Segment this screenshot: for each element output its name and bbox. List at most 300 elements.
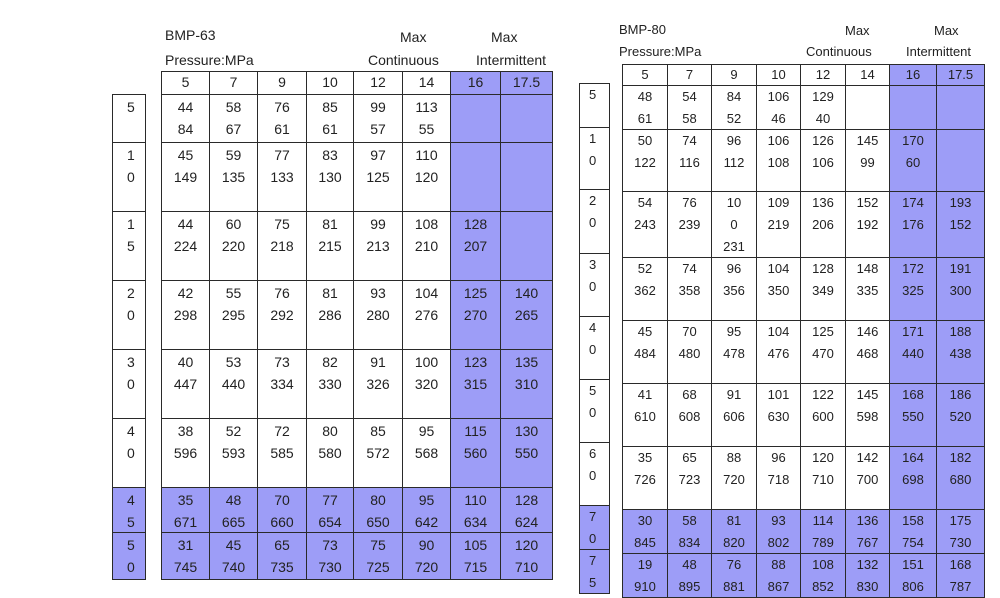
cell-value: 45 bbox=[177, 147, 194, 163]
cell-value: 292 bbox=[270, 307, 294, 323]
table-cell bbox=[403, 488, 451, 533]
cell-value: 593 bbox=[221, 445, 246, 461]
table-cell bbox=[937, 447, 985, 510]
right-pressure-label: Pressure:MPa bbox=[619, 44, 702, 59]
table-cell bbox=[403, 143, 451, 212]
cell-value: 125 bbox=[812, 324, 834, 339]
cell-value: 715 bbox=[463, 559, 488, 575]
cell-value: 84 bbox=[726, 89, 742, 104]
table-cell bbox=[668, 86, 712, 130]
row-label-digit: 1 bbox=[127, 147, 135, 163]
table-cell bbox=[307, 143, 354, 212]
left-max-continuous-2: Continuous bbox=[368, 52, 439, 68]
cell-value: 735 bbox=[270, 559, 294, 575]
col-header: 17.5 bbox=[937, 65, 985, 86]
row-label-digit: 0 bbox=[127, 445, 135, 461]
table-cell bbox=[623, 130, 668, 192]
cell-value: 330 bbox=[318, 376, 342, 392]
cell-value: 108 bbox=[812, 557, 834, 572]
cell-value: 123 bbox=[463, 354, 488, 370]
cell-value: 867 bbox=[767, 579, 790, 594]
table-cell bbox=[801, 192, 846, 258]
table-cell bbox=[354, 533, 403, 580]
cell-value: 70 bbox=[682, 324, 697, 339]
cell-value: 710 bbox=[514, 559, 539, 575]
cell-value: 767 bbox=[856, 535, 879, 550]
table-cell bbox=[623, 86, 668, 130]
cell-value: 671 bbox=[173, 514, 198, 530]
table-cell bbox=[846, 384, 890, 447]
cell-value: 175 bbox=[949, 513, 972, 528]
cell-value: 710 bbox=[812, 472, 834, 487]
cell-value: 128 bbox=[463, 216, 488, 232]
table-cell bbox=[451, 281, 501, 350]
cell-value: 99 bbox=[370, 216, 386, 232]
cell-value: 148 bbox=[856, 261, 879, 276]
row-label-digit: 0 bbox=[589, 342, 597, 357]
cell-value: 96 bbox=[771, 450, 786, 465]
cell-value: 135 bbox=[514, 354, 539, 370]
table-cell bbox=[801, 86, 846, 130]
table-row bbox=[162, 488, 553, 533]
cell-value: 104 bbox=[414, 285, 439, 301]
table-cell bbox=[307, 350, 354, 419]
cell-value: 54 bbox=[637, 195, 653, 210]
table-cell bbox=[451, 212, 501, 281]
table-cell bbox=[712, 258, 757, 321]
table-row bbox=[623, 86, 985, 130]
cell-value: 88 bbox=[726, 450, 742, 465]
table-row bbox=[623, 258, 985, 321]
table-cell bbox=[354, 212, 403, 281]
cell-value: 45 bbox=[637, 324, 653, 339]
cell-value: 109 bbox=[767, 195, 790, 210]
cell-value: 65 bbox=[274, 537, 290, 553]
table-cell bbox=[890, 510, 937, 554]
table-cell bbox=[501, 350, 553, 419]
cell-value: 48 bbox=[682, 557, 697, 572]
table-cell bbox=[210, 488, 258, 533]
table-cell bbox=[210, 212, 258, 281]
cell-value: 630 bbox=[767, 409, 790, 424]
cell-value: 174 bbox=[902, 195, 924, 210]
left-max-intermittent-1: Max bbox=[491, 29, 518, 45]
cell-value: 170 bbox=[902, 133, 924, 148]
table-cell bbox=[668, 321, 712, 384]
cell-value: 68 bbox=[682, 387, 697, 402]
table-cell bbox=[757, 447, 801, 510]
cell-value: 88 bbox=[771, 557, 786, 572]
cell-value: 106 bbox=[767, 89, 790, 104]
cell-value: 80 bbox=[322, 423, 338, 439]
table-cell bbox=[162, 533, 210, 580]
table-row bbox=[623, 447, 985, 510]
cell-value: 145 bbox=[856, 387, 879, 402]
cell-value: 910 bbox=[634, 579, 656, 594]
cell-value: 42 bbox=[177, 285, 194, 301]
row-label-digit: 0 bbox=[589, 468, 597, 483]
cell-value: 149 bbox=[173, 169, 198, 185]
table-cell bbox=[451, 533, 501, 580]
col-header: 10 bbox=[307, 72, 354, 95]
table-cell bbox=[890, 192, 937, 258]
cell-value: 61 bbox=[274, 121, 290, 137]
table-row bbox=[162, 350, 553, 419]
table-cell bbox=[354, 488, 403, 533]
cell-value: 82 bbox=[322, 354, 338, 370]
cell-value: 53 bbox=[225, 354, 242, 370]
table-cell bbox=[846, 321, 890, 384]
row-label-digit: 0 bbox=[589, 279, 597, 294]
table-cell bbox=[712, 510, 757, 554]
row-label bbox=[580, 317, 610, 380]
row-label-digit: 5 bbox=[127, 238, 135, 254]
table-cell bbox=[354, 95, 403, 143]
table-cell bbox=[757, 258, 801, 321]
table-row bbox=[623, 130, 985, 192]
table-cell bbox=[623, 384, 668, 447]
table-cell bbox=[668, 258, 712, 321]
cell-value: 93 bbox=[771, 513, 786, 528]
table-cell bbox=[801, 447, 846, 510]
table-cell bbox=[403, 533, 451, 580]
cell-value: 104 bbox=[767, 324, 790, 339]
cell-value: 476 bbox=[767, 346, 790, 361]
table-row bbox=[162, 212, 553, 281]
cell-value: 96 bbox=[726, 261, 742, 276]
cell-value: 787 bbox=[949, 579, 972, 594]
table-cell bbox=[162, 143, 210, 212]
col-header: 7 bbox=[210, 72, 258, 95]
cell-value: 101 bbox=[767, 387, 790, 402]
cell-value: 104 bbox=[767, 261, 790, 276]
table-cell bbox=[757, 130, 801, 192]
cell-value: 362 bbox=[634, 283, 656, 298]
cell-value: 206 bbox=[812, 217, 834, 232]
row-label-digit: 0 bbox=[589, 531, 597, 546]
cell-value: 478 bbox=[723, 346, 745, 361]
cell-value: 468 bbox=[856, 346, 879, 361]
cell-value: 113 bbox=[415, 99, 438, 115]
table-cell bbox=[757, 86, 801, 130]
table-cell bbox=[501, 281, 553, 350]
row-label bbox=[113, 95, 146, 143]
cell-value: 72 bbox=[274, 423, 290, 439]
cell-value: 151 bbox=[902, 557, 924, 572]
row-label-digit: 0 bbox=[127, 559, 135, 575]
table-cell bbox=[623, 192, 668, 258]
cell-value: 193 bbox=[949, 195, 972, 210]
table-row bbox=[162, 281, 553, 350]
cell-value: 95 bbox=[418, 423, 435, 439]
cell-value: 142 bbox=[856, 450, 879, 465]
cell-value: 231 bbox=[723, 239, 745, 254]
row-label bbox=[113, 533, 146, 580]
table-cell bbox=[801, 384, 846, 447]
cell-value: 438 bbox=[949, 346, 972, 361]
row-label bbox=[580, 84, 610, 128]
row-label-digit: 2 bbox=[589, 193, 597, 208]
table-cell bbox=[712, 447, 757, 510]
cell-value: 54 bbox=[682, 89, 697, 104]
table-cell bbox=[937, 554, 985, 598]
cell-value: 447 bbox=[173, 376, 198, 392]
table-cell bbox=[501, 143, 553, 212]
cell-value: 76 bbox=[726, 557, 742, 572]
table-cell bbox=[937, 86, 985, 130]
cell-value: 726 bbox=[634, 472, 656, 487]
cell-value: 52 bbox=[726, 111, 742, 126]
cell-value: 96 bbox=[726, 133, 742, 148]
row-label-digit: 5 bbox=[127, 99, 135, 115]
cell-value: 326 bbox=[366, 376, 390, 392]
table-cell bbox=[162, 488, 210, 533]
cell-value: 171 bbox=[902, 324, 924, 339]
cell-value: 41 bbox=[637, 387, 653, 402]
right-max-continuous-1: Max bbox=[845, 23, 870, 38]
col-header: 5 bbox=[162, 72, 210, 95]
cell-value: 243 bbox=[634, 217, 656, 232]
row-label-digit: 4 bbox=[127, 423, 135, 439]
cell-value: 55 bbox=[418, 121, 435, 137]
cell-value: 136 bbox=[856, 513, 879, 528]
cell-value: 81 bbox=[322, 285, 338, 301]
cell-value: 550 bbox=[514, 445, 539, 461]
table-cell bbox=[501, 488, 553, 533]
table-cell bbox=[258, 533, 307, 580]
table-cell bbox=[937, 321, 985, 384]
cell-value: 210 bbox=[414, 238, 439, 254]
cell-value: 325 bbox=[902, 283, 924, 298]
cell-value: 280 bbox=[366, 307, 390, 323]
table-cell bbox=[668, 192, 712, 258]
cell-value: 642 bbox=[414, 514, 439, 530]
col-header: 14 bbox=[403, 72, 451, 95]
cell-value: 45 bbox=[225, 537, 242, 553]
cell-value: 105 bbox=[463, 537, 488, 553]
cell-value: 806 bbox=[902, 579, 924, 594]
table-cell bbox=[890, 321, 937, 384]
cell-value: 61 bbox=[637, 111, 653, 126]
cell-value: 146 bbox=[856, 324, 879, 339]
cell-value: 90 bbox=[418, 537, 435, 553]
row-label-digit: 1 bbox=[127, 216, 135, 232]
cell-value: 74 bbox=[682, 133, 697, 148]
table-cell bbox=[258, 281, 307, 350]
cell-value: 740 bbox=[221, 559, 246, 575]
cell-value: 35 bbox=[177, 492, 194, 508]
right-title: BMP-80 bbox=[619, 22, 666, 37]
cell-value: 73 bbox=[322, 537, 338, 553]
cell-value: 48 bbox=[225, 492, 242, 508]
cell-value: 0 bbox=[730, 217, 738, 232]
cell-value: 130 bbox=[318, 169, 342, 185]
row-label-digit: 4 bbox=[127, 492, 135, 508]
cell-value: 59 bbox=[225, 147, 242, 163]
cell-value: 665 bbox=[221, 514, 246, 530]
cell-value: 634 bbox=[463, 514, 488, 530]
cell-value: 596 bbox=[173, 445, 198, 461]
col-header: 12 bbox=[354, 72, 403, 95]
table-cell bbox=[668, 447, 712, 510]
table-cell bbox=[307, 488, 354, 533]
cell-value: 568 bbox=[414, 445, 439, 461]
table-cell bbox=[403, 350, 451, 419]
row-label-digit: 3 bbox=[589, 257, 597, 272]
right-row-label-column bbox=[579, 83, 610, 594]
left-row-label-column bbox=[112, 94, 146, 580]
table-cell bbox=[846, 86, 890, 130]
cell-value: 122 bbox=[812, 387, 834, 402]
row-label bbox=[580, 506, 610, 550]
cell-value: 46 bbox=[771, 111, 786, 126]
table-cell bbox=[890, 258, 937, 321]
table-cell bbox=[937, 510, 985, 554]
table-row bbox=[162, 419, 553, 488]
cell-value: 270 bbox=[463, 307, 488, 323]
cell-value: 99 bbox=[370, 99, 386, 115]
table-cell bbox=[757, 192, 801, 258]
cell-value: 186 bbox=[949, 387, 972, 402]
cell-value: 116 bbox=[679, 155, 700, 170]
row-label bbox=[113, 281, 146, 350]
cell-value: 320 bbox=[414, 376, 439, 392]
table-cell bbox=[162, 95, 210, 143]
cell-value: 77 bbox=[322, 492, 338, 508]
cell-value: 97 bbox=[370, 147, 386, 163]
table-cell bbox=[210, 533, 258, 580]
cell-value: 802 bbox=[767, 535, 790, 550]
cell-value: 745 bbox=[173, 559, 198, 575]
cell-value: 93 bbox=[370, 285, 386, 301]
left-pressure-label: Pressure:MPa bbox=[165, 52, 254, 68]
cell-value: 213 bbox=[366, 238, 390, 254]
cell-value: 44 bbox=[177, 216, 194, 232]
cell-value: 191 bbox=[949, 261, 972, 276]
row-label bbox=[580, 254, 610, 317]
table-row bbox=[162, 533, 553, 580]
cell-value: 300 bbox=[949, 283, 972, 298]
table-cell bbox=[937, 258, 985, 321]
cell-value: 754 bbox=[902, 535, 924, 550]
cell-value: 120 bbox=[414, 169, 439, 185]
cell-value: 108 bbox=[414, 216, 439, 232]
row-label-digit: 5 bbox=[589, 383, 597, 398]
row-label bbox=[113, 143, 146, 212]
cell-value: 654 bbox=[318, 514, 342, 530]
cell-value: 106 bbox=[767, 133, 790, 148]
table-cell bbox=[623, 447, 668, 510]
cell-value: 128 bbox=[812, 261, 834, 276]
table-cell bbox=[890, 447, 937, 510]
cell-value: 40 bbox=[177, 354, 194, 370]
cell-value: 100 bbox=[414, 354, 439, 370]
cell-value: 440 bbox=[902, 346, 924, 361]
cell-value: 698 bbox=[902, 472, 924, 487]
cell-value: 484 bbox=[634, 346, 656, 361]
row-label-digit: 0 bbox=[589, 153, 597, 168]
table-cell bbox=[668, 384, 712, 447]
left-max-continuous-1: Max bbox=[400, 29, 427, 45]
left-title: BMP-63 bbox=[165, 27, 216, 43]
table-cell bbox=[403, 212, 451, 281]
table-cell bbox=[668, 130, 712, 192]
table-cell bbox=[801, 554, 846, 598]
cell-value: 19 bbox=[637, 557, 653, 572]
cell-value: 108 bbox=[767, 155, 790, 170]
cell-value: 310 bbox=[514, 376, 539, 392]
cell-value: 70 bbox=[274, 492, 290, 508]
cell-value: 152 bbox=[856, 195, 879, 210]
cell-value: 91 bbox=[726, 387, 742, 402]
cell-value: 585 bbox=[270, 445, 294, 461]
row-label-digit: 3 bbox=[127, 354, 135, 370]
table-cell bbox=[210, 350, 258, 419]
cell-value: 48 bbox=[637, 89, 653, 104]
cell-value: 85 bbox=[322, 99, 338, 115]
cell-value: 286 bbox=[318, 307, 342, 323]
table-cell bbox=[846, 192, 890, 258]
cell-value: 58 bbox=[225, 99, 242, 115]
table-cell bbox=[451, 95, 501, 143]
cell-value: 110 bbox=[464, 492, 487, 508]
cell-value: 85 bbox=[370, 423, 386, 439]
cell-value: 168 bbox=[902, 387, 924, 402]
table-cell bbox=[712, 130, 757, 192]
cell-value: 789 bbox=[812, 535, 834, 550]
cell-value: 99 bbox=[860, 155, 875, 170]
cell-value: 356 bbox=[723, 283, 745, 298]
col-header: 9 bbox=[712, 65, 757, 86]
col-header: 7 bbox=[668, 65, 712, 86]
table-cell bbox=[846, 447, 890, 510]
cell-value: 207 bbox=[463, 238, 488, 254]
cell-value: 84 bbox=[177, 121, 194, 137]
cell-value: 125 bbox=[463, 285, 488, 301]
row-label bbox=[580, 443, 610, 506]
table-cell bbox=[307, 533, 354, 580]
cell-value: 38 bbox=[177, 423, 194, 439]
cell-value: 550 bbox=[902, 409, 924, 424]
table-cell bbox=[258, 143, 307, 212]
row-label bbox=[113, 212, 146, 281]
row-label-digit: 5 bbox=[589, 575, 597, 590]
cell-value: 188 bbox=[949, 324, 972, 339]
row-label-digit: 0 bbox=[127, 169, 135, 185]
cell-value: 730 bbox=[318, 559, 342, 575]
row-label-digit: 0 bbox=[127, 307, 135, 323]
cell-value: 218 bbox=[270, 238, 294, 254]
table-cell bbox=[623, 258, 668, 321]
cell-value: 115 bbox=[464, 423, 487, 439]
cell-value: 560 bbox=[463, 445, 488, 461]
col-header: 17.5 bbox=[501, 72, 553, 95]
cell-value: 31 bbox=[177, 537, 194, 553]
cell-value: 845 bbox=[634, 535, 656, 550]
row-label-digit: 6 bbox=[589, 446, 597, 461]
table-cell bbox=[712, 192, 757, 258]
cell-value: 128 bbox=[514, 492, 539, 508]
table-cell bbox=[846, 258, 890, 321]
cell-value: 91 bbox=[370, 354, 386, 370]
cell-value: 52 bbox=[225, 423, 242, 439]
cell-value: 315 bbox=[463, 376, 488, 392]
left-max-intermittent-2: Intermittent bbox=[476, 52, 547, 68]
cell-value: 77 bbox=[274, 147, 290, 163]
table-cell bbox=[162, 212, 210, 281]
row-label-digit: 5 bbox=[127, 537, 135, 553]
cell-value: 44 bbox=[177, 99, 194, 115]
